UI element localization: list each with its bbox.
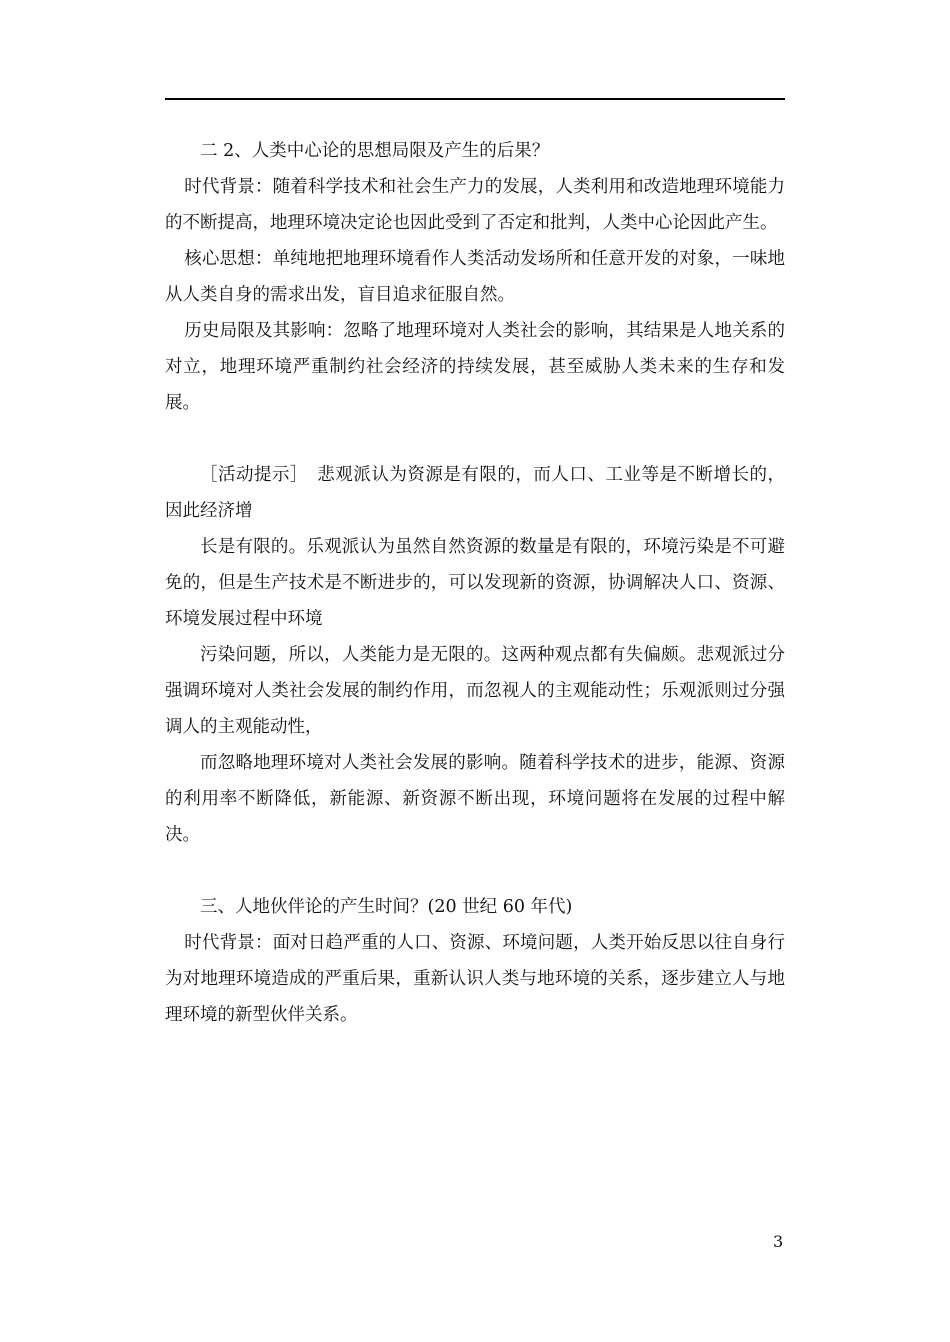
header-rule (165, 98, 785, 100)
activity-hint-paragraph-1: ［活动提示］ 悲观派认为资源是有限的，而人口、工业等是不断增长的，因此经济增 (165, 465, 785, 521)
paragraph-gap (165, 853, 785, 889)
page-number: 3 (773, 1232, 784, 1251)
activity-hint-paragraph-2: 长是有限的。乐观派认为虽然自然资源的数量是有限的，环境污染是不可避免的，但是生产技术是不断进步的，可以发现新的资源，协调解决人口、资源、环境发展过程中环境 (165, 537, 785, 629)
activity-hint-paragraph-3: 污染问题，所以，人类能力是无限的。这两种观点都有失偏颇。悲观派过分强调环境对人类社会发展的制约作用，而忽视人的主观能动性；乐观派则过分强调人的主观能动性， (165, 645, 785, 737)
section-2-title: 二 2、人类中心论的思想局限及产生的后果？ (200, 141, 550, 161)
section-2-core-idea: 核心思想：单纯地把地理环境看作人类活动发场所和任意开发的对象，一味地从人类自身的需求出发，盲目追求征服自然。 (165, 249, 785, 305)
paragraph-gap (165, 421, 785, 457)
section-3-title: 三、人地伙伴论的产生时间？(20 世纪 60 年代) (200, 897, 573, 917)
section-2-limits: 历史局限及其影响：忽略了地理环境对人类社会的影响，其结果是人地关系的对立，地理环境严重制约社会经济的持续发展，甚至威胁人类未来的生存和发展。 (165, 321, 785, 413)
activity-hint-paragraph-4: 而忽略地理环境对人类社会发展的影响。随着科学技术的进步，能源、资源的利用率不断降低，新能源、新资源不断出现，环境问题将在发展的过程中解决。 (165, 753, 785, 845)
document-body (165, 133, 785, 1033)
section-3-background: 时代背景：面对日趋严重的人口、资源、环境问题，人类开始反思以往自身行为对地理环境造成的严重后果，重新认识人类与地环境的关系，逐步建立人与地理环境的新型伙伴关系。 (165, 933, 785, 1025)
section-2-background: 时代背景：随着科学技术和社会生产力的发展，人类利用和改造地理环境能力的不断提高，地理环境决定论也因此受到了否定和批判，人类中心论因此产生。 (165, 177, 785, 233)
